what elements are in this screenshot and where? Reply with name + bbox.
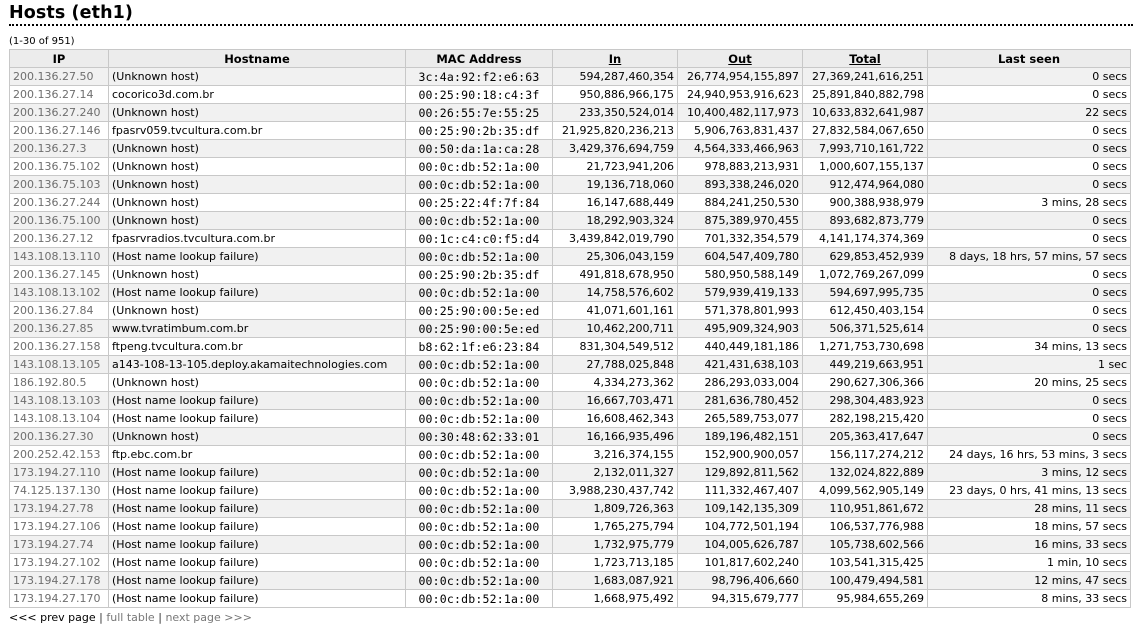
cell-in: 594,287,460,354 (553, 68, 678, 86)
cell-mac-address: 00:0c:db:52:1a:00 (406, 212, 553, 230)
column-header-in[interactable] (553, 50, 678, 68)
cell-mac-address: 00:50:da:1a:ca:28 (406, 140, 553, 158)
cell-mac-address: 00:0c:db:52:1a:00 (406, 554, 553, 572)
cell-out: 893,338,246,020 (678, 176, 803, 194)
table-row (10, 284, 1131, 302)
column-header-mac-address: MAC Address (406, 50, 553, 68)
cell-last-seen: 8 mins, 33 secs (928, 590, 1131, 608)
cell-mac-address: 00:1c:c4:c0:f5:d4 (406, 230, 553, 248)
cell-last-seen: 0 secs (928, 266, 1131, 284)
cell-last-seen: 0 secs (928, 68, 1131, 86)
cell-total: 506,371,525,614 (803, 320, 928, 338)
cell-total: 100,479,494,581 (803, 572, 928, 590)
cell-mac-address: b8:62:1f:e6:23:84 (406, 338, 553, 356)
cell-mac-address: 3c:4a:92:f2:e6:63 (406, 68, 553, 86)
cell-ip: 173.194.27.102 (10, 554, 109, 572)
cell-total: 27,369,241,616,251 (803, 68, 928, 86)
cell-hostname: (Unknown host) (109, 104, 406, 122)
column-header-hostname: Hostname (109, 50, 406, 68)
cell-mac-address: 00:0c:db:52:1a:00 (406, 392, 553, 410)
cell-total: 282,198,215,420 (803, 410, 928, 428)
cell-last-seen: 0 secs (928, 392, 1131, 410)
table-row (10, 266, 1131, 284)
table-row (10, 590, 1131, 608)
cell-ip: 200.252.42.153 (10, 446, 109, 464)
cell-ip: 74.125.137.130 (10, 482, 109, 500)
cell-total: 893,682,873,779 (803, 212, 928, 230)
cell-hostname: (Host name lookup failure) (109, 410, 406, 428)
cell-in: 16,608,462,343 (553, 410, 678, 428)
cell-total: 594,697,995,735 (803, 284, 928, 302)
cell-last-seen: 0 secs (928, 86, 1131, 104)
cell-ip: 143.108.13.110 (10, 248, 109, 266)
nav-separator: | (158, 611, 162, 624)
cell-out: 281,636,780,452 (678, 392, 803, 410)
cell-mac-address: 00:0c:db:52:1a:00 (406, 518, 553, 536)
cell-ip: 200.136.27.3 (10, 140, 109, 158)
table-row (10, 536, 1131, 554)
cell-hostname: (Host name lookup failure) (109, 500, 406, 518)
column-header-last-seen: Last seen (928, 50, 1131, 68)
table-row (10, 140, 1131, 158)
cell-hostname: ftpeng.tvcultura.com.br (109, 338, 406, 356)
column-header-ip: IP (10, 50, 109, 68)
hosts-page (9, 0, 1133, 625)
table-row (10, 104, 1131, 122)
page-title: Hosts (eth1) (9, 3, 134, 23)
cell-ip: 200.136.75.102 (10, 158, 109, 176)
table-row (10, 68, 1131, 86)
table-row (10, 212, 1131, 230)
cell-hostname: (Unknown host) (109, 428, 406, 446)
table-row (10, 194, 1131, 212)
result-count: (1-30 of 951) (9, 36, 75, 47)
next-page-link[interactable]: next page >>> (165, 611, 252, 624)
cell-hostname: (Host name lookup failure) (109, 464, 406, 482)
table-row (10, 86, 1131, 104)
cell-in: 831,304,549,512 (553, 338, 678, 356)
table-row (10, 554, 1131, 572)
cell-out: 978,883,213,931 (678, 158, 803, 176)
cell-in: 10,462,200,711 (553, 320, 678, 338)
cell-mac-address: 00:26:55:7e:55:25 (406, 104, 553, 122)
hosts-table (9, 49, 1131, 608)
cell-ip: 200.136.27.244 (10, 194, 109, 212)
cell-ip: 173.194.27.74 (10, 536, 109, 554)
cell-hostname: (Host name lookup failure) (109, 248, 406, 266)
cell-hostname: (Unknown host) (109, 302, 406, 320)
cell-last-seen: 1 min, 10 secs (928, 554, 1131, 572)
table-row (10, 410, 1131, 428)
sort-link-in[interactable]: In (608, 51, 622, 66)
table-row (10, 230, 1131, 248)
cell-last-seen: 1 sec (928, 356, 1131, 374)
cell-out: 265,589,753,077 (678, 410, 803, 428)
cell-out: 884,241,250,530 (678, 194, 803, 212)
cell-mac-address: 00:25:22:4f:7f:84 (406, 194, 553, 212)
table-row (10, 392, 1131, 410)
cell-total: 27,832,584,067,650 (803, 122, 928, 140)
cell-in: 1,668,975,492 (553, 590, 678, 608)
sort-link-out[interactable]: Out (728, 51, 752, 66)
cell-in: 25,306,043,159 (553, 248, 678, 266)
cell-last-seen: 28 mins, 11 secs (928, 500, 1131, 518)
cell-ip: 200.136.27.145 (10, 266, 109, 284)
table-row (10, 518, 1131, 536)
cell-in: 3,216,374,155 (553, 446, 678, 464)
cell-total: 612,450,403,154 (803, 302, 928, 320)
cell-hostname: (Unknown host) (109, 158, 406, 176)
cell-mac-address: 00:30:48:62:33:01 (406, 428, 553, 446)
cell-hostname: (Host name lookup failure) (109, 536, 406, 554)
cell-mac-address: 00:25:90:2b:35:df (406, 266, 553, 284)
cell-in: 19,136,718,060 (553, 176, 678, 194)
cell-total: 4,141,174,374,369 (803, 230, 928, 248)
cell-in: 3,439,842,019,790 (553, 230, 678, 248)
nav-separator: | (99, 611, 103, 624)
cell-total: 629,853,452,939 (803, 248, 928, 266)
cell-hostname: (Host name lookup failure) (109, 284, 406, 302)
cell-out: 571,378,801,993 (678, 302, 803, 320)
cell-mac-address: 00:25:90:18:c4:3f (406, 86, 553, 104)
full-table-link[interactable]: full table (106, 611, 155, 624)
cell-ip: 143.108.13.105 (10, 356, 109, 374)
cell-total: 25,891,840,882,798 (803, 86, 928, 104)
cell-hostname: (Unknown host) (109, 68, 406, 86)
cell-total: 900,388,938,979 (803, 194, 928, 212)
cell-in: 1,732,975,779 (553, 536, 678, 554)
cell-out: 875,389,970,455 (678, 212, 803, 230)
cell-ip: 173.194.27.170 (10, 590, 109, 608)
cell-last-seen: 12 mins, 47 secs (928, 572, 1131, 590)
cell-last-seen: 22 secs (928, 104, 1131, 122)
table-row (10, 158, 1131, 176)
cell-ip: 173.194.27.78 (10, 500, 109, 518)
cell-ip: 200.136.27.84 (10, 302, 109, 320)
cell-last-seen: 0 secs (928, 302, 1131, 320)
cell-hostname: (Unknown host) (109, 194, 406, 212)
cell-last-seen: 16 mins, 33 secs (928, 536, 1131, 554)
cell-out: 24,940,953,916,623 (678, 86, 803, 104)
table-row (10, 122, 1131, 140)
cell-hostname: (Unknown host) (109, 212, 406, 230)
cell-mac-address: 00:0c:db:52:1a:00 (406, 374, 553, 392)
cell-out: 101,817,602,240 (678, 554, 803, 572)
cell-last-seen: 0 secs (928, 410, 1131, 428)
cell-in: 1,683,087,921 (553, 572, 678, 590)
table-row (10, 176, 1131, 194)
table-row (10, 572, 1131, 590)
cell-in: 27,788,025,848 (553, 356, 678, 374)
cell-mac-address: 00:25:90:00:5e:ed (406, 320, 553, 338)
cell-in: 16,667,703,471 (553, 392, 678, 410)
cell-total: 10,633,832,641,987 (803, 104, 928, 122)
cell-total: 205,363,417,647 (803, 428, 928, 446)
cell-ip: 143.108.13.104 (10, 410, 109, 428)
cell-last-seen: 0 secs (928, 140, 1131, 158)
cell-hostname: ftp.ebc.com.br (109, 446, 406, 464)
cell-ip: 173.194.27.178 (10, 572, 109, 590)
prev-page-link[interactable]: <<< prev page (9, 611, 96, 624)
cell-out: 152,900,900,057 (678, 446, 803, 464)
cell-out: 4,564,333,466,963 (678, 140, 803, 158)
column-header-total[interactable] (803, 50, 928, 68)
cell-hostname: www.tvratimbum.com.br (109, 320, 406, 338)
cell-ip: 200.136.75.100 (10, 212, 109, 230)
table-header-row (10, 50, 1131, 68)
table-row (10, 428, 1131, 446)
cell-hostname: cocorico3d.com.br (109, 86, 406, 104)
cell-total: 110,951,861,672 (803, 500, 928, 518)
cell-out: 111,332,467,407 (678, 482, 803, 500)
cell-out: 440,449,181,186 (678, 338, 803, 356)
cell-ip: 200.136.27.240 (10, 104, 109, 122)
cell-in: 14,758,576,602 (553, 284, 678, 302)
cell-hostname: (Host name lookup failure) (109, 572, 406, 590)
cell-ip: 200.136.27.14 (10, 86, 109, 104)
cell-total: 156,117,274,212 (803, 446, 928, 464)
cell-out: 604,547,409,780 (678, 248, 803, 266)
table-row (10, 374, 1131, 392)
cell-last-seen: 20 mins, 25 secs (928, 374, 1131, 392)
cell-total: 4,099,562,905,149 (803, 482, 928, 500)
table-row (10, 482, 1131, 500)
cell-mac-address: 00:0c:db:52:1a:00 (406, 356, 553, 374)
cell-out: 10,400,482,117,973 (678, 104, 803, 122)
cell-out: 98,796,406,660 (678, 572, 803, 590)
cell-in: 1,723,713,185 (553, 554, 678, 572)
cell-out: 421,431,638,103 (678, 356, 803, 374)
table-row (10, 446, 1131, 464)
cell-in: 16,166,935,496 (553, 428, 678, 446)
cell-total: 132,024,822,889 (803, 464, 928, 482)
cell-total: 7,993,710,161,722 (803, 140, 928, 158)
cell-mac-address: 00:25:90:2b:35:df (406, 122, 553, 140)
cell-last-seen: 34 mins, 13 secs (928, 338, 1131, 356)
cell-total: 1,271,753,730,698 (803, 338, 928, 356)
cell-hostname: (Host name lookup failure) (109, 590, 406, 608)
cell-last-seen: 23 days, 0 hrs, 41 mins, 13 secs (928, 482, 1131, 500)
cell-hostname: a143-108-13-105.deploy.akamaitechnologies.com (109, 356, 406, 374)
cell-hostname: (Host name lookup failure) (109, 392, 406, 410)
title-divider (9, 24, 1133, 26)
sort-link-total[interactable]: Total (849, 51, 881, 66)
cell-out: 94,315,679,777 (678, 590, 803, 608)
cell-ip: 200.136.27.30 (10, 428, 109, 446)
cell-ip: 200.136.27.12 (10, 230, 109, 248)
cell-last-seen: 3 mins, 28 secs (928, 194, 1131, 212)
cell-last-seen: 18 mins, 57 secs (928, 518, 1131, 536)
cell-out: 26,774,954,155,897 (678, 68, 803, 86)
cell-in: 2,132,011,327 (553, 464, 678, 482)
cell-hostname: (Unknown host) (109, 140, 406, 158)
table-row (10, 464, 1131, 482)
cell-last-seen: 8 days, 18 hrs, 57 mins, 57 secs (928, 248, 1131, 266)
table-row (10, 356, 1131, 374)
cell-total: 1,072,769,267,099 (803, 266, 928, 284)
cell-in: 1,765,275,794 (553, 518, 678, 536)
cell-ip: 173.194.27.106 (10, 518, 109, 536)
cell-total: 106,537,776,988 (803, 518, 928, 536)
cell-mac-address: 00:0c:db:52:1a:00 (406, 248, 553, 266)
cell-in: 3,988,230,437,742 (553, 482, 678, 500)
cell-last-seen: 24 days, 16 hrs, 53 mins, 3 secs (928, 446, 1131, 464)
table-row (10, 302, 1131, 320)
cell-hostname: (Host name lookup failure) (109, 482, 406, 500)
cell-in: 491,818,678,950 (553, 266, 678, 284)
pagination (9, 611, 1133, 625)
cell-in: 4,334,273,362 (553, 374, 678, 392)
cell-mac-address: 00:0c:db:52:1a:00 (406, 590, 553, 608)
cell-ip: 200.136.27.85 (10, 320, 109, 338)
cell-total: 290,627,306,366 (803, 374, 928, 392)
cell-last-seen: 0 secs (928, 428, 1131, 446)
cell-mac-address: 00:25:90:00:5e:ed (406, 302, 553, 320)
cell-ip: 173.194.27.110 (10, 464, 109, 482)
cell-out: 495,909,324,903 (678, 320, 803, 338)
cell-out: 701,332,354,579 (678, 230, 803, 248)
cell-ip: 200.136.27.146 (10, 122, 109, 140)
cell-ip: 143.108.13.103 (10, 392, 109, 410)
cell-mac-address: 00:0c:db:52:1a:00 (406, 176, 553, 194)
cell-mac-address: 00:0c:db:52:1a:00 (406, 446, 553, 464)
cell-ip: 200.136.75.103 (10, 176, 109, 194)
cell-last-seen: 0 secs (928, 284, 1131, 302)
table-row (10, 320, 1131, 338)
cell-out: 129,892,811,562 (678, 464, 803, 482)
cell-mac-address: 00:0c:db:52:1a:00 (406, 158, 553, 176)
table-row (10, 248, 1131, 266)
table-row (10, 500, 1131, 518)
cell-last-seen: 0 secs (928, 230, 1131, 248)
cell-total: 95,984,655,269 (803, 590, 928, 608)
cell-out: 104,772,501,194 (678, 518, 803, 536)
cell-last-seen: 0 secs (928, 212, 1131, 230)
cell-total: 105,738,602,566 (803, 536, 928, 554)
cell-out: 5,906,763,831,437 (678, 122, 803, 140)
cell-mac-address: 00:0c:db:52:1a:00 (406, 500, 553, 518)
cell-hostname: (Unknown host) (109, 176, 406, 194)
cell-hostname: fpasrv059.tvcultura.com.br (109, 122, 406, 140)
cell-hostname: (Unknown host) (109, 374, 406, 392)
cell-mac-address: 00:0c:db:52:1a:00 (406, 536, 553, 554)
cell-mac-address: 00:0c:db:52:1a:00 (406, 410, 553, 428)
column-header-out[interactable] (678, 50, 803, 68)
cell-in: 3,429,376,694,759 (553, 140, 678, 158)
cell-mac-address: 00:0c:db:52:1a:00 (406, 482, 553, 500)
cell-in: 41,071,601,161 (553, 302, 678, 320)
cell-ip: 200.136.27.50 (10, 68, 109, 86)
cell-in: 16,147,688,449 (553, 194, 678, 212)
cell-mac-address: 00:0c:db:52:1a:00 (406, 284, 553, 302)
cell-in: 21,925,820,236,213 (553, 122, 678, 140)
cell-total: 449,219,663,951 (803, 356, 928, 374)
cell-out: 286,293,033,004 (678, 374, 803, 392)
cell-total: 103,541,315,425 (803, 554, 928, 572)
cell-last-seen: 3 mins, 12 secs (928, 464, 1131, 482)
cell-out: 189,196,482,151 (678, 428, 803, 446)
cell-in: 1,809,726,363 (553, 500, 678, 518)
cell-hostname: (Host name lookup failure) (109, 554, 406, 572)
cell-hostname: (Unknown host) (109, 266, 406, 284)
cell-out: 579,939,419,133 (678, 284, 803, 302)
cell-total: 298,304,483,923 (803, 392, 928, 410)
cell-in: 950,886,966,175 (553, 86, 678, 104)
table-row (10, 338, 1131, 356)
cell-in: 233,350,524,014 (553, 104, 678, 122)
cell-in: 18,292,903,324 (553, 212, 678, 230)
cell-hostname: fpasrvradios.tvcultura.com.br (109, 230, 406, 248)
cell-last-seen: 0 secs (928, 158, 1131, 176)
cell-last-seen: 0 secs (928, 320, 1131, 338)
cell-out: 104,005,626,787 (678, 536, 803, 554)
cell-out: 580,950,588,149 (678, 266, 803, 284)
cell-ip: 200.136.27.158 (10, 338, 109, 356)
cell-ip: 186.192.80.5 (10, 374, 109, 392)
cell-total: 1,000,607,155,137 (803, 158, 928, 176)
cell-out: 109,142,135,309 (678, 500, 803, 518)
cell-ip: 143.108.13.102 (10, 284, 109, 302)
cell-total: 912,474,964,080 (803, 176, 928, 194)
cell-in: 21,723,941,206 (553, 158, 678, 176)
cell-hostname: (Host name lookup failure) (109, 518, 406, 536)
cell-last-seen: 0 secs (928, 122, 1131, 140)
cell-mac-address: 00:0c:db:52:1a:00 (406, 572, 553, 590)
cell-mac-address: 00:0c:db:52:1a:00 (406, 464, 553, 482)
cell-last-seen: 0 secs (928, 176, 1131, 194)
